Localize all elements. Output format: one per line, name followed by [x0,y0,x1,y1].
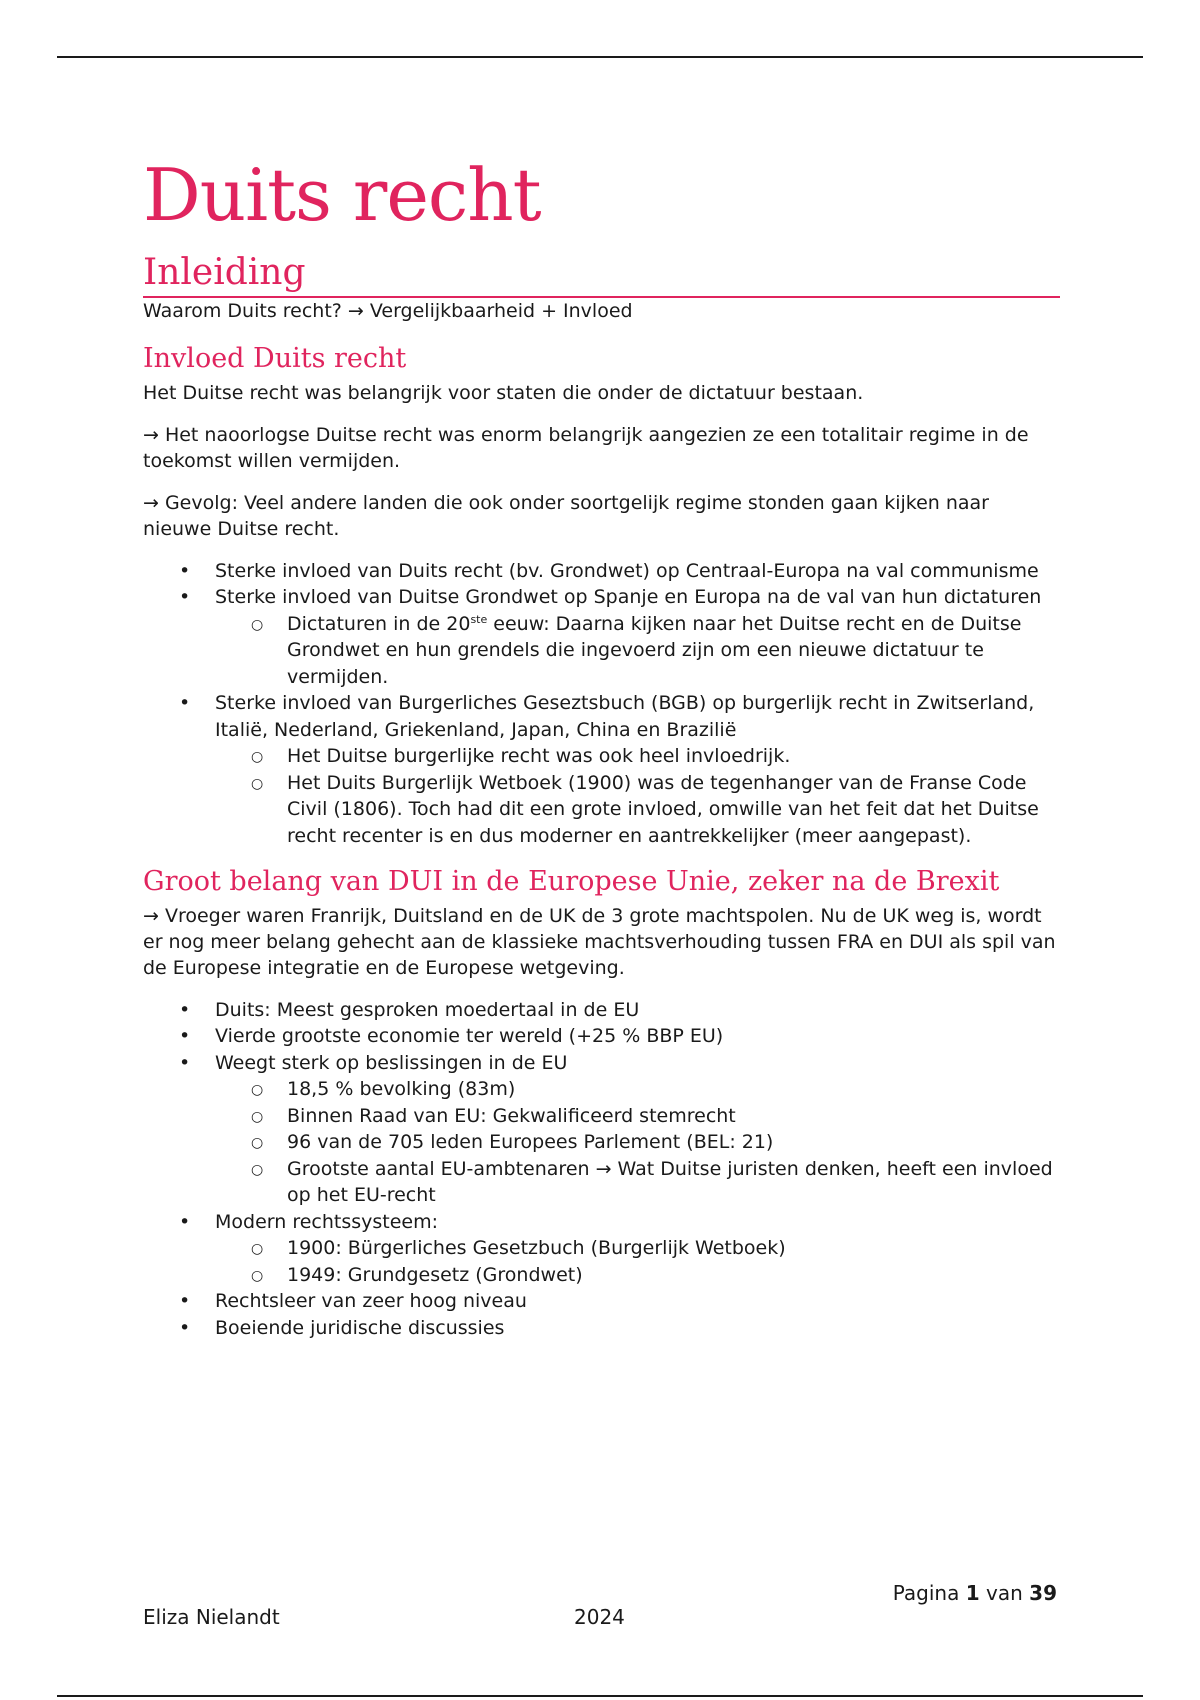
header-rule [57,56,1143,58]
list-item: • Boeiende juridische discussies [215,1315,1060,1342]
invloed-paragraph-3: → Gevolg: Veel andere landen die ook onder soortgelijk regime stonden gaan kijken naar nieuwe Duitse recht. [143,491,989,540]
list-item: ○ Binnen Raad van EU: Gekwalificeerd stemrecht [287,1103,1060,1130]
list-item: ○ 96 van de 705 leden Europees Parlement (BEL: 21) [287,1129,1060,1156]
list-item: ○ 1949: Grundgesetz (Grondwet) [287,1262,1060,1289]
list-item: • Modern rechtssysteem: ○ 1900: Bürgerliches Gesetzbuch (Burgerlijk Wetboek) ○ 1949: Grundgesetz (Grondwet) [215,1209,1060,1289]
footer-rule [57,1695,1143,1697]
list-item: ○ Het Duitse burgerlijke recht was ook heel invloedrijk. [287,743,1060,770]
list-item: • Rechtsleer van zeer hoog niveau [215,1288,1060,1315]
list-item: • Sterke invloed van Duits recht (bv. Grondwet) op Centraal-Europa na val communisme [215,558,1060,585]
inleiding-text: Waarom Duits recht? → Vergelijkbaarheid + Invloed [143,299,633,322]
list-item: • Sterke invloed van Duitse Grondwet op Spanje en Europa na de val van hun dictaturen ○ Dictaturen in de 20ste eeuw: Daarna kijken naar het Duitse recht en de Duitse Grondwet en hun grendels die ingevoerd zijn om een nieuwe dictatuur te vermijden. [215,584,1060,690]
page-number: Pagina 1 van 39 [892,1581,1057,1605]
page-content [143,140,1060,1341]
sub-list [215,1235,1060,1288]
heading-invloed: Invloed Duits recht [143,342,407,374]
list-item: ○ Het Duits Burgerlijk Wetboek (1900) was de tegenhanger van de Franse Code Civil (1806). Toch had dit een grote invloed, omwille van het feit dat het Duitse recht recenter is en dus moderner en aantrekkelijker (meer aangepast). [287,770,1060,850]
invloed-bullet-list [143,558,1060,850]
heading-belang: Groot belang van DUI in de Europese Unie, zeker na de Brexit [143,866,1000,898]
list-item: ○ 18,5 % bevolking (83m) [287,1076,1060,1103]
sub-list [215,1076,1060,1209]
document-title: Duits recht [143,153,541,237]
invloed-paragraph-1: Het Duitse recht was belangrijk voor staten die onder de dictatuur bestaan. [143,381,864,404]
list-item: • Vierde grootste economie ter wereld (+25 % BBP EU) [215,1023,1060,1050]
invloed-paragraph-2: → Het naoorlogse Duitse recht was enorm belangrijk aangezien ze een totalitair regime in de toekomst willen vermijden. [143,423,1029,472]
list-item: ○ Dictaturen in de 20ste eeuw: Daarna kijken naar het Duitse recht en de Duitse Grondwet en hun grendels die ingevoerd zijn om een nieuwe dictatuur te vermijden. [287,611,1060,691]
list-item: • Duits: Meest gesproken moedertaal in de EU [215,997,1060,1024]
belang-bullet-list [143,997,1060,1342]
footer-author: Eliza Nielandt [143,1605,280,1629]
sub-list [215,611,1060,691]
footer-year: 2024 [574,1605,625,1629]
belang-paragraph: → Vroeger waren Franrijk, Duitsland en de UK de 3 grote machtspolen. Nu de UK weg is, wordt er nog meer belang gehecht aan de klassieke machtsverhouding tussen FRA en DUI als spil van de Europese integratie en de Europese wetgeving. [143,904,1056,979]
heading-inleiding: Inleiding [143,252,1060,297]
list-item: ○ 1900: Bürgerliches Gesetzbuch (Burgerlijk Wetboek) [287,1235,1060,1262]
sub-list [215,743,1060,849]
list-item: • Weegt sterk op beslissingen in de EU ○ 18,5 % bevolking (83m) ○ Binnen Raad van EU: Gekwalificeerd stemrecht ○ 96 van de 705 leden Europees Parlement (BEL: 21) ○ Grootste aantal EU-ambtenaren → Wat Duitse juristen denken, heeft een invloed op het EU-recht [215,1050,1060,1209]
list-item: • Sterke invloed van Burgerliches Geseztsbuch (BGB) op burgerlijk recht in Zwitserland, Italië, Nederland, Griekenland, Japan, China en Brazilië ○ Het Duitse burgerlijke recht was ook heel invloedrijk. ○ Het Duits Burgerlijk Wetboek (1900) was de tegenhanger van de Franse Code Civil (1806). Toch had dit een grote invloed, omwille van het feit dat het Duitse recht recenter is en dus moderner en aantrekkelijker (meer aangepast). [215,690,1060,849]
list-item: ○ Grootste aantal EU-ambtenaren → Wat Duitse juristen denken, heeft een invloed op het EU-recht [287,1156,1060,1209]
